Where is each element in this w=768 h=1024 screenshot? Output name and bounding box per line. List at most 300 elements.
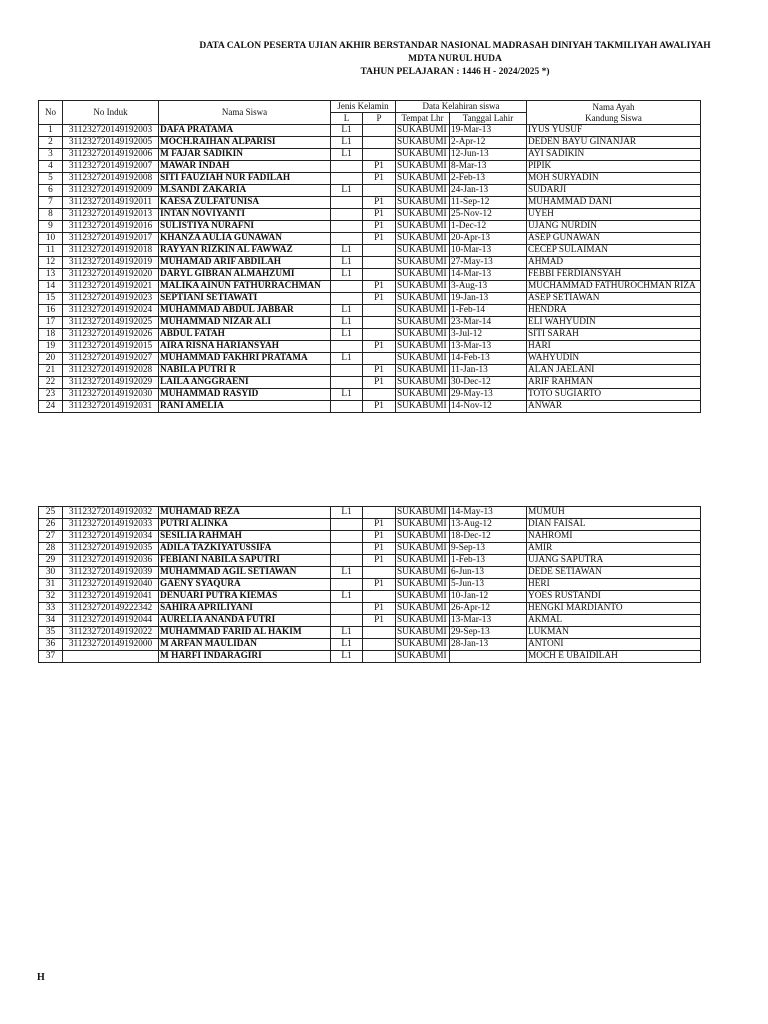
cell-no-induk: 311232720149192036 — [63, 555, 159, 567]
cell-no-induk: 311232720149192023 — [63, 293, 159, 305]
cell-tempat-lahir: SUKABUMI — [396, 365, 450, 377]
table-row — [39, 353, 701, 365]
table-row — [39, 125, 701, 137]
cell-no: 4 — [39, 161, 63, 173]
table-row — [39, 555, 701, 567]
cell-jk-l: L1 — [331, 651, 363, 663]
cell-tempat-lahir: SUKABUMI — [396, 591, 450, 603]
col-tempat-lahir: Tempat Lhr — [396, 113, 450, 125]
cell-nama-ayah: DIAN FAISAL — [527, 519, 701, 531]
cell-jk-p — [363, 389, 396, 401]
table-row — [39, 389, 701, 401]
cell-nama-siswa: AIRA RISNA HARIANSYAH — [159, 341, 331, 353]
col-jenis-kelamin: Jenis Kelamin — [331, 101, 396, 113]
cell-jk-p — [363, 627, 396, 639]
cell-no: 11 — [39, 245, 63, 257]
cell-jk-p: P1 — [363, 555, 396, 567]
cell-no-induk: 311232720149222342 — [63, 603, 159, 615]
cell-no: 31 — [39, 579, 63, 591]
cell-nama-ayah: UJANG NURDIN — [527, 221, 701, 233]
cell-jk-l — [331, 281, 363, 293]
table-row — [39, 305, 701, 317]
cell-jk-p — [363, 639, 396, 651]
cell-nama-ayah: DEDEN BAYU GINANJAR — [527, 137, 701, 149]
cell-tanggal-lahir: 12-Jun-13 — [450, 149, 527, 161]
cell-nama-siswa: ADILA TAZKIYATUSSIFA — [159, 543, 331, 555]
col-jk-l: L — [331, 113, 363, 125]
cell-tempat-lahir: SUKABUMI — [396, 185, 450, 197]
cell-tempat-lahir: SUKABUMI — [396, 257, 450, 269]
cell-tanggal-lahir: 14-May-13 — [450, 507, 527, 519]
cell-no: 37 — [39, 651, 63, 663]
cell-tanggal-lahir: 19-Jan-13 — [450, 293, 527, 305]
cell-tempat-lahir: SUKABUMI — [396, 173, 450, 185]
cell-tempat-lahir: SUKABUMI — [396, 137, 450, 149]
cell-no: 27 — [39, 531, 63, 543]
table-row — [39, 233, 701, 245]
cell-jk-p: P1 — [363, 615, 396, 627]
cell-jk-l — [331, 365, 363, 377]
cell-tempat-lahir: SUKABUMI — [396, 233, 450, 245]
cell-no-induk: 311232720149192008 — [63, 173, 159, 185]
cell-nama-ayah: MOCH E UBAIDILAH — [527, 651, 701, 663]
cell-nama-ayah: ANTONI — [527, 639, 701, 651]
cell-jk-p: P1 — [363, 579, 396, 591]
cell-nama-ayah: AHMAD — [527, 257, 701, 269]
table-row — [39, 377, 701, 389]
cell-jk-l — [331, 197, 363, 209]
cell-no-induk: 311232720149192030 — [63, 389, 159, 401]
cell-nama-siswa: MUHAMAD ARIF ABDILAH — [159, 257, 331, 269]
cell-tempat-lahir: SUKABUMI — [396, 221, 450, 233]
cell-jk-p: P1 — [363, 173, 396, 185]
cell-nama-ayah: AKMAL — [527, 615, 701, 627]
table-row — [39, 221, 701, 233]
cell-tanggal-lahir: 2-Apr-12 — [450, 137, 527, 149]
cell-nama-siswa: SESILIA RAHMAH — [159, 531, 331, 543]
cell-jk-p: P1 — [363, 233, 396, 245]
cell-tanggal-lahir: 11-Jan-13 — [450, 365, 527, 377]
cell-nama-siswa: RAYYAN RIZKIN AL FAWWAZ — [159, 245, 331, 257]
cell-tempat-lahir: SUKABUMI — [396, 125, 450, 137]
cell-nama-siswa: MUHAMAD REZA — [159, 507, 331, 519]
table-row — [39, 245, 701, 257]
cell-no-induk: 311232720149192034 — [63, 531, 159, 543]
cell-jk-p — [363, 149, 396, 161]
cell-no: 5 — [39, 173, 63, 185]
table-row — [39, 401, 701, 413]
cell-no-induk: 311232720149192005 — [63, 137, 159, 149]
cell-nama-ayah: PIPIK — [527, 161, 701, 173]
cell-no: 19 — [39, 341, 63, 353]
cell-tanggal-lahir: 1-Feb-13 — [450, 555, 527, 567]
cell-tanggal-lahir: 27-May-13 — [450, 257, 527, 269]
cell-nama-siswa: MUHAMMAD FAKHRI PRATAMA — [159, 353, 331, 365]
table-row — [39, 627, 701, 639]
cell-jk-l — [331, 233, 363, 245]
cell-nama-ayah: HENGKI MARDIANTO — [527, 603, 701, 615]
cell-jk-l — [331, 161, 363, 173]
col-no: No — [39, 101, 63, 125]
cell-no: 15 — [39, 293, 63, 305]
cell-nama-ayah: WAHYUDIN — [527, 353, 701, 365]
cell-jk-p: P1 — [363, 365, 396, 377]
cell-nama-ayah: ANWAR — [527, 401, 701, 413]
cell-nama-siswa: AURELIA ANANDA FUTRI — [159, 615, 331, 627]
cell-nama-ayah: MUMUH — [527, 507, 701, 519]
cell-jk-p — [363, 269, 396, 281]
cell-nama-ayah: UJANG SAPUTRA — [527, 555, 701, 567]
cell-jk-p: P1 — [363, 281, 396, 293]
cell-tempat-lahir: SUKABUMI — [396, 341, 450, 353]
cell-jk-l: L1 — [331, 125, 363, 137]
cell-nama-siswa: M FAJAR SADIKIN — [159, 149, 331, 161]
cell-jk-p: P1 — [363, 293, 396, 305]
cell-tempat-lahir: SUKABUMI — [396, 567, 450, 579]
cell-tanggal-lahir: 8-Mar-13 — [450, 161, 527, 173]
cell-no: 21 — [39, 365, 63, 377]
cell-no-induk: 311232720149192041 — [63, 591, 159, 603]
cell-jk-p: P1 — [363, 377, 396, 389]
col-data-kelahiran: Data Kelahiran siswa — [396, 101, 527, 113]
cell-tanggal-lahir: 2-Feb-13 — [450, 173, 527, 185]
cell-nama-ayah: DEDE SETIAWAN — [527, 567, 701, 579]
cell-jk-p: P1 — [363, 197, 396, 209]
student-table-part2 — [38, 506, 701, 663]
cell-tanggal-lahir: 28-Jan-13 — [450, 639, 527, 651]
cell-no-induk: 311232720149192032 — [63, 507, 159, 519]
cell-tempat-lahir: SUKABUMI — [396, 401, 450, 413]
cell-no-induk: 311232720149192031 — [63, 401, 159, 413]
cell-nama-ayah: HERI — [527, 579, 701, 591]
cell-jk-l — [331, 209, 363, 221]
cell-no: 23 — [39, 389, 63, 401]
cell-jk-p: P1 — [363, 543, 396, 555]
cell-nama-siswa: LAILA ANGGRAENI — [159, 377, 331, 389]
cell-jk-l: L1 — [331, 305, 363, 317]
cell-tanggal-lahir: 1-Dec-12 — [450, 221, 527, 233]
cell-jk-l: L1 — [331, 257, 363, 269]
table-row — [39, 185, 701, 197]
cell-no-induk: 311232720149192007 — [63, 161, 159, 173]
cell-jk-l: L1 — [331, 507, 363, 519]
cell-nama-ayah: SUDARJI — [527, 185, 701, 197]
cell-no-induk: 311232720149192011 — [63, 197, 159, 209]
cell-nama-ayah: ASEP GUNAWAN — [527, 233, 701, 245]
cell-no-induk: 311232720149192009 — [63, 185, 159, 197]
cell-nama-ayah: MUCHAMMAD FATHUROCHMAN RIZA — [527, 281, 701, 293]
cell-tanggal-lahir: 20-Apr-13 — [450, 233, 527, 245]
cell-nama-siswa: KHANZA AULIA GUNAWAN — [159, 233, 331, 245]
cell-jk-l — [331, 341, 363, 353]
cell-jk-p — [363, 305, 396, 317]
cell-no: 7 — [39, 197, 63, 209]
col-nama-ayah — [527, 101, 701, 125]
cell-nama-siswa: SAHIRA APRILIYANI — [159, 603, 331, 615]
cell-nama-siswa: MUHAMMAD RASYID — [159, 389, 331, 401]
cell-tanggal-lahir: 26-Apr-12 — [450, 603, 527, 615]
cell-nama-siswa: MOCH.RAIHAN ALPARISI — [159, 137, 331, 149]
page-marker: H — [37, 972, 45, 983]
cell-jk-l — [331, 401, 363, 413]
cell-jk-l — [331, 293, 363, 305]
cell-nama-ayah: UYEH — [527, 209, 701, 221]
cell-nama-siswa: M HARFI INDARAGIRI — [159, 651, 331, 663]
cell-no-induk — [63, 651, 159, 663]
cell-nama-ayah: NAHROMI — [527, 531, 701, 543]
cell-jk-l: L1 — [331, 137, 363, 149]
cell-nama-siswa: MALIKA AINUN FATHURRACHMAN — [159, 281, 331, 293]
cell-nama-siswa: MAWAR INDAH — [159, 161, 331, 173]
cell-nama-ayah: ARIF RAHMAN — [527, 377, 701, 389]
cell-tanggal-lahir: 29-May-13 — [450, 389, 527, 401]
cell-no: 24 — [39, 401, 63, 413]
cell-no: 12 — [39, 257, 63, 269]
table-row — [39, 281, 701, 293]
table-row — [39, 269, 701, 281]
cell-tanggal-lahir — [450, 651, 527, 663]
cell-tempat-lahir: SUKABUMI — [396, 531, 450, 543]
cell-no-induk: 311232720149192022 — [63, 627, 159, 639]
cell-no-induk: 311232720149192019 — [63, 257, 159, 269]
cell-jk-p — [363, 125, 396, 137]
cell-jk-l: L1 — [331, 591, 363, 603]
cell-no-induk: 311232720149192035 — [63, 543, 159, 555]
cell-no: 10 — [39, 233, 63, 245]
cell-tanggal-lahir: 14-Mar-13 — [450, 269, 527, 281]
cell-nama-siswa: KAESA ZULFATUNISA — [159, 197, 331, 209]
cell-tempat-lahir: SUKABUMI — [396, 639, 450, 651]
table-row — [39, 579, 701, 591]
cell-jk-p: P1 — [363, 341, 396, 353]
table-row — [39, 567, 701, 579]
cell-tanggal-lahir: 30-Dec-12 — [450, 377, 527, 389]
cell-no: 29 — [39, 555, 63, 567]
table-row — [39, 173, 701, 185]
cell-no-induk: 311232720149192026 — [63, 329, 159, 341]
cell-no: 17 — [39, 317, 63, 329]
col-jk-p: P — [363, 113, 396, 125]
cell-nama-siswa: MUHAMMAD ABDUL JABBAR — [159, 305, 331, 317]
cell-tempat-lahir: SUKABUMI — [396, 543, 450, 555]
cell-tanggal-lahir: 18-Dec-12 — [450, 531, 527, 543]
cell-nama-ayah: MOH SURYADIN — [527, 173, 701, 185]
cell-jk-l — [331, 543, 363, 555]
cell-no-induk: 311232720149192029 — [63, 377, 159, 389]
cell-nama-siswa: M ARFAN MAULIDAN — [159, 639, 331, 651]
cell-no: 13 — [39, 269, 63, 281]
cell-nama-ayah: ALAN JAELANI — [527, 365, 701, 377]
cell-no-induk: 311232720149192016 — [63, 221, 159, 233]
cell-no-induk: 311232720149192021 — [63, 281, 159, 293]
cell-nama-ayah: HENDRA — [527, 305, 701, 317]
cell-tempat-lahir: SUKABUMI — [396, 555, 450, 567]
cell-no: 28 — [39, 543, 63, 555]
cell-no: 14 — [39, 281, 63, 293]
cell-nama-siswa: MUHAMMAD AGIL SETIAWAN — [159, 567, 331, 579]
cell-jk-l — [331, 603, 363, 615]
cell-tanggal-lahir: 3-Aug-13 — [450, 281, 527, 293]
col-nama-ayah-line1: Nama Ayah — [592, 101, 635, 112]
cell-no-induk: 311232720149192020 — [63, 269, 159, 281]
cell-tempat-lahir: SUKABUMI — [396, 281, 450, 293]
cell-nama-ayah: AMIR — [527, 543, 701, 555]
cell-jk-l: L1 — [331, 639, 363, 651]
cell-jk-l: L1 — [331, 185, 363, 197]
cell-jk-p: P1 — [363, 401, 396, 413]
cell-tanggal-lahir: 14-Feb-13 — [450, 353, 527, 365]
cell-jk-p: P1 — [363, 161, 396, 173]
cell-jk-l: L1 — [331, 329, 363, 341]
cell-nama-siswa: SEPTIANI SETIAWATI — [159, 293, 331, 305]
cell-jk-l: L1 — [331, 317, 363, 329]
cell-nama-ayah: ELI WAHYUDIN — [527, 317, 701, 329]
table-row — [39, 161, 701, 173]
cell-tempat-lahir: SUKABUMI — [396, 579, 450, 591]
cell-tempat-lahir: SUKABUMI — [396, 305, 450, 317]
table-row — [39, 317, 701, 329]
cell-jk-l — [331, 579, 363, 591]
table-row — [39, 209, 701, 221]
cell-tempat-lahir: SUKABUMI — [396, 377, 450, 389]
cell-tanggal-lahir: 1-Feb-14 — [450, 305, 527, 317]
cell-no: 22 — [39, 377, 63, 389]
cell-tempat-lahir: SUKABUMI — [396, 627, 450, 639]
cell-no: 8 — [39, 209, 63, 221]
cell-nama-siswa: FEBIANI NABILA SAPUTRI — [159, 555, 331, 567]
cell-jk-p: P1 — [363, 221, 396, 233]
cell-nama-siswa: SULISTIYA NURAFNI — [159, 221, 331, 233]
cell-nama-siswa: ABDUL FATAH — [159, 329, 331, 341]
table-row — [39, 329, 701, 341]
cell-tempat-lahir: SUKABUMI — [396, 389, 450, 401]
cell-tanggal-lahir: 19-Mar-13 — [450, 125, 527, 137]
cell-jk-l: L1 — [331, 245, 363, 257]
cell-tanggal-lahir: 13-Mar-13 — [450, 615, 527, 627]
cell-jk-p — [363, 567, 396, 579]
cell-jk-l — [331, 519, 363, 531]
cell-nama-ayah: ASEP SETIAWAN — [527, 293, 701, 305]
cell-nama-siswa: NABILA PUTRI R — [159, 365, 331, 377]
cell-tanggal-lahir: 10-Jan-12 — [450, 591, 527, 603]
cell-nama-siswa: MUHAMMAD FARID AL HAKIM — [159, 627, 331, 639]
cell-jk-l: L1 — [331, 353, 363, 365]
cell-tempat-lahir: SUKABUMI — [396, 197, 450, 209]
cell-nama-ayah: LUKMAN — [527, 627, 701, 639]
table-row — [39, 341, 701, 353]
cell-tanggal-lahir: 24-Jan-13 — [450, 185, 527, 197]
cell-nama-siswa: M.SANDI ZAKARIA — [159, 185, 331, 197]
cell-jk-p — [363, 185, 396, 197]
cell-nama-ayah: IYUS YUSUF — [527, 125, 701, 137]
cell-no-induk: 311232720149192028 — [63, 365, 159, 377]
table-row — [39, 149, 701, 161]
cell-tanggal-lahir: 14-Nov-12 — [450, 401, 527, 413]
cell-no: 30 — [39, 567, 63, 579]
cell-jk-l — [331, 531, 363, 543]
header-title: DATA CALON PESERTA UJIAN AKHIR BERSTANDAR NASIONAL MADRASAH DINIYAH TAKMILIYAH AWALIYAH — [199, 41, 711, 51]
cell-no: 2 — [39, 137, 63, 149]
cell-tempat-lahir: SUKABUMI — [396, 615, 450, 627]
cell-jk-l — [331, 221, 363, 233]
table-row — [39, 639, 701, 651]
cell-tempat-lahir: SUKABUMI — [396, 507, 450, 519]
cell-no: 33 — [39, 603, 63, 615]
cell-tanggal-lahir: 23-Mar-14 — [450, 317, 527, 329]
cell-nama-siswa: DENUARI PUTRA KIEMAS — [159, 591, 331, 603]
cell-nama-siswa: GAENY SYAQURA — [159, 579, 331, 591]
cell-jk-l: L1 — [331, 389, 363, 401]
table-row — [39, 603, 701, 615]
cell-nama-siswa: DAFA PRATAMA — [159, 125, 331, 137]
cell-tempat-lahir: SUKABUMI — [396, 603, 450, 615]
cell-no: 6 — [39, 185, 63, 197]
cell-tanggal-lahir: 13-Mar-13 — [450, 341, 527, 353]
cell-tanggal-lahir: 13-Aug-12 — [450, 519, 527, 531]
document-header — [160, 40, 750, 79]
cell-no-induk: 311232720149192040 — [63, 579, 159, 591]
cell-no-induk: 311232720149192013 — [63, 209, 159, 221]
table-row — [39, 257, 701, 269]
cell-tempat-lahir: SUKABUMI — [396, 329, 450, 341]
cell-nama-ayah: YOES RUSTANDI — [527, 591, 701, 603]
cell-tempat-lahir: SUKABUMI — [396, 317, 450, 329]
cell-nama-siswa: PUTRI ALINKA — [159, 519, 331, 531]
cell-jk-p — [363, 257, 396, 269]
cell-no: 20 — [39, 353, 63, 365]
cell-no-induk: 311232720149192003 — [63, 125, 159, 137]
table-row — [39, 519, 701, 531]
cell-jk-l: L1 — [331, 269, 363, 281]
col-tanggal-lahir: Tanggal Lahir — [450, 113, 527, 125]
table-row — [39, 531, 701, 543]
student-table-part1 — [38, 100, 701, 413]
cell-no-induk: 311232720149192017 — [63, 233, 159, 245]
cell-jk-p: P1 — [363, 209, 396, 221]
cell-nama-ayah: FEBBI FERDIANSYAH — [527, 269, 701, 281]
table-row — [39, 137, 701, 149]
cell-no: 32 — [39, 591, 63, 603]
cell-jk-p — [363, 137, 396, 149]
table-row — [39, 651, 701, 663]
header-year: TAHUN PELAJARAN : 1446 H - 2024/2025 *) — [360, 67, 550, 77]
cell-nama-ayah: TOTO SUGIARTO — [527, 389, 701, 401]
cell-tempat-lahir: SUKABUMI — [396, 245, 450, 257]
cell-jk-l — [331, 615, 363, 627]
col-nama-ayah-line2: Kandung Siswa — [585, 112, 642, 123]
cell-jk-p: P1 — [363, 531, 396, 543]
cell-tempat-lahir: SUKABUMI — [396, 149, 450, 161]
cell-nama-siswa: RANI AMELIA — [159, 401, 331, 413]
cell-nama-siswa: DARYL GIBRAN ALMAHZUMI — [159, 269, 331, 281]
cell-no-induk: 311232720149192044 — [63, 615, 159, 627]
cell-nama-ayah: AYI SADIKIN — [527, 149, 701, 161]
cell-jk-p — [363, 353, 396, 365]
cell-nama-ayah: SITI SARAH — [527, 329, 701, 341]
cell-no: 26 — [39, 519, 63, 531]
table-row — [39, 543, 701, 555]
table-row — [39, 615, 701, 627]
cell-tanggal-lahir: 29-Sep-13 — [450, 627, 527, 639]
cell-nama-siswa: INTAN NOVIYANTI — [159, 209, 331, 221]
table-row — [39, 293, 701, 305]
cell-no-induk: 311232720149192024 — [63, 305, 159, 317]
cell-no: 3 — [39, 149, 63, 161]
cell-jk-l — [331, 377, 363, 389]
cell-no: 25 — [39, 507, 63, 519]
cell-no-induk: 311232720149192015 — [63, 341, 159, 353]
cell-tempat-lahir: SUKABUMI — [396, 293, 450, 305]
